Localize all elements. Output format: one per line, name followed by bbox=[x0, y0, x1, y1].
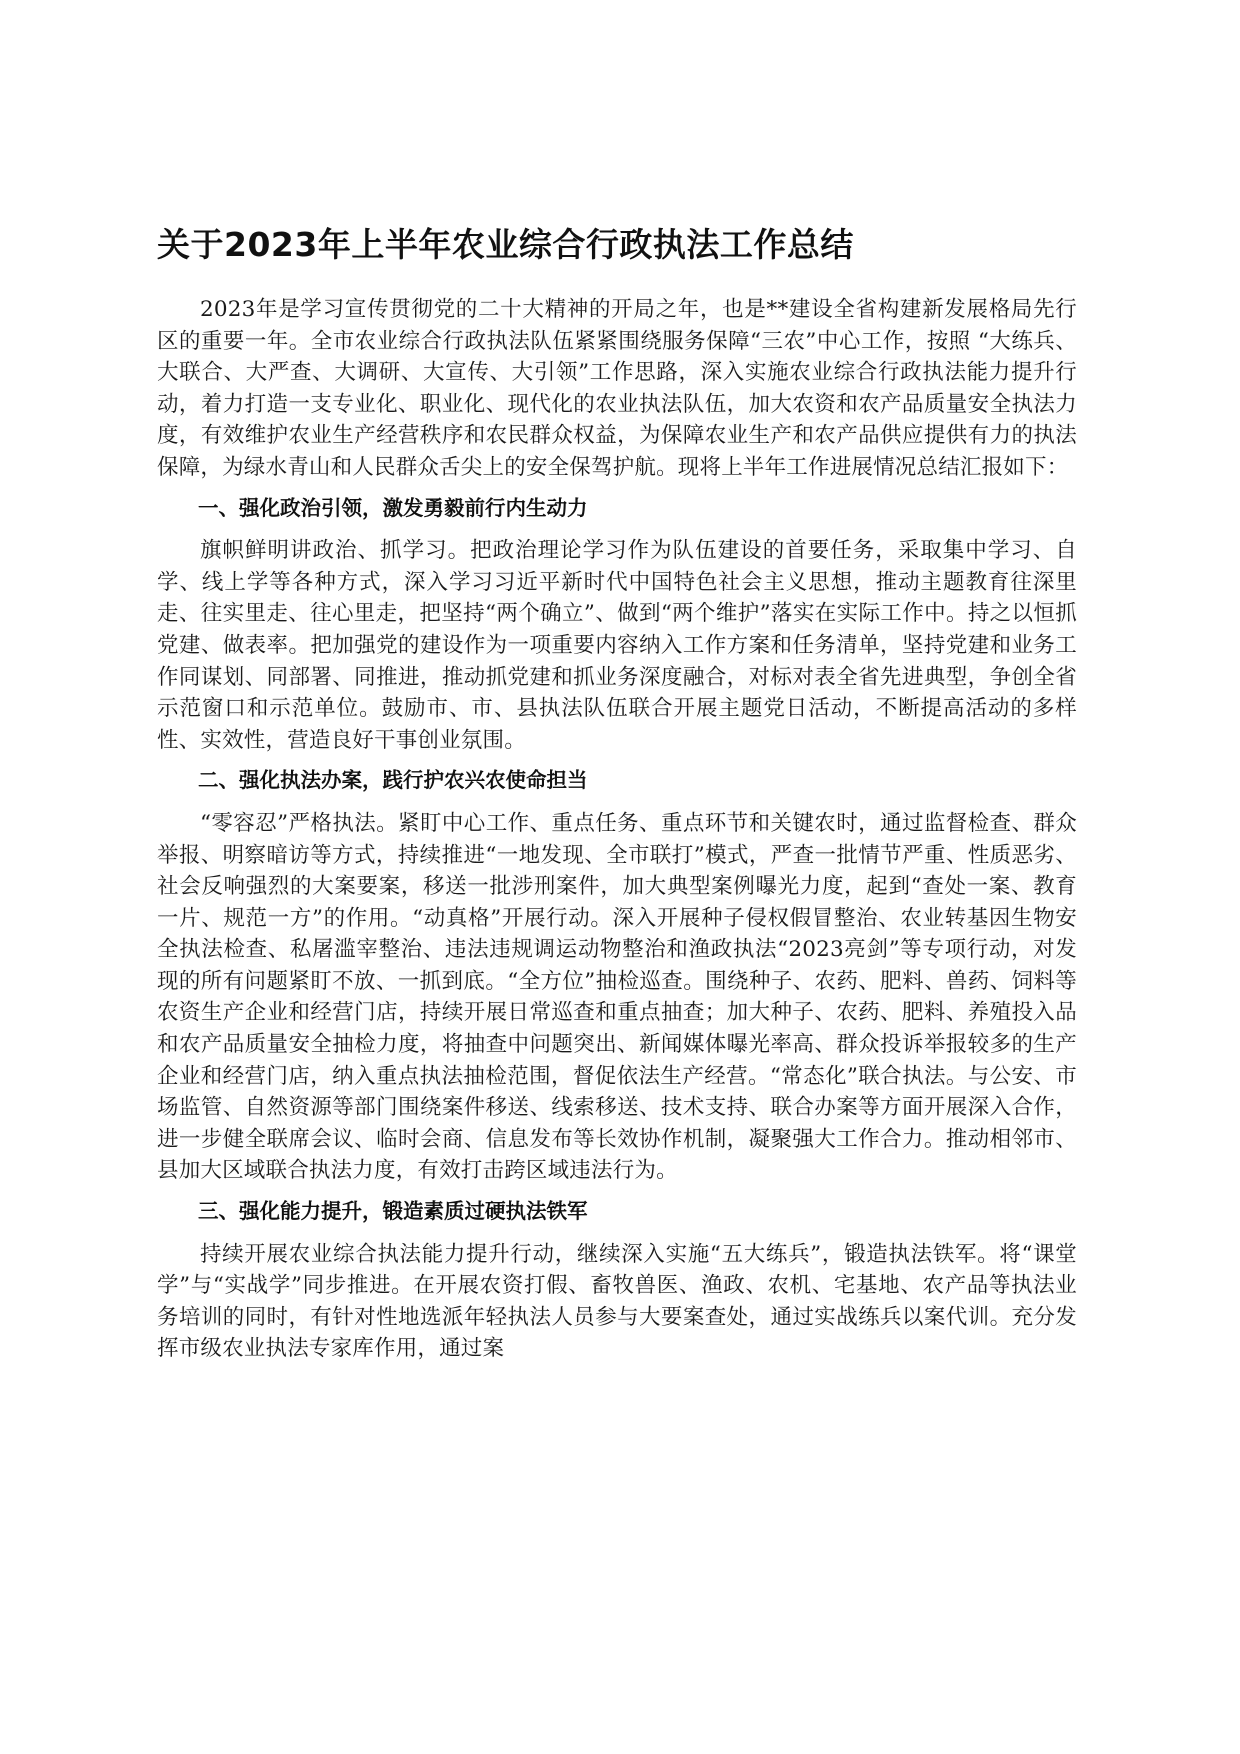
section-body-3: 持续开展农业综合执法能力提升行动，继续深入实施“五大练兵”，锻造执法铁军。将“课堂学”与“实战学”同步推进。在开展农资打假、畜牧兽医、渔政、农机、宅基地、农产品等执法业务培训的同时，有针对性地选派年轻执法人员参与大要案查处，通过实战练兵以案代训。充分发挥市级农业执法专家库作用，通过案 bbox=[157, 1241, 1077, 1362]
intro-paragraph: 2023年是学习宣传贯彻党的二十大精神的开局之年，也是**建设全省构建新发展格局先行区的重要一年。全市农业综合行政执法队伍紧紧围绕服务保障“三农”中心工作，按照 “大练兵、大联合、大严查、大调研、大宣传、大引领”工作思路，深入实施农业综合行政执法能力提升行动，着力打造一支专业化、职业化、现代化的农业执法队伍，加大农资和农产品质量安全执法力度，有效维护农业生产经营秩序和农民群众权益，为保障农业生产和农产品供应提供有力的执法保障，为绿水青山和人民群众舌尖上的安全保驾护航。现将上半年工作进展情况总结汇报如下： bbox=[157, 297, 1077, 480]
section-heading-1: 一、强化政治引领，激发勇毅前行内生动力 bbox=[198, 495, 588, 520]
section-body-2: “零容忍”严格执法。紧盯中心工作、重点任务、重点环节和关键农时，通过监督检查、群众举报、明察暗访等方式，持续推进“一地发现、全市联打”模式，严查一批情节严重、性质恶劣、社会反响强烈的大案要案，移送一批涉刑案件，加大典型案例曝光力度，起到“查处一案、教育一片、规范一方”的作用。“动真格”开展行动。深入开展种子侵权假冒整治、农业转基因生物安全执法检查、私屠滥宰整治、违法违规调运动物整治和渔政执法“2023亮剑”等专项行动，对发现的所有问题紧盯不放、一抓到底。“全方位”抽检巡查。围绕种子、农药、肥料、兽药、饲料等农资生产企业和经营门店，持续开展日常巡查和重点抽查；加大种子、农药、肥料、养殖投入品和农产品质量安全抽检力度，将抽查中问题突出、新闻媒体曝光率高、群众投诉举报较多的生产企业和经营门店，纳入重点执法抽检范围，督促依法生产经营。“常态化”联合执法。与公安、市场监管、自然资源等部门围绕案件移送、线索移送、技术支持、联合办案等方面开展深入合作，进一步健全联席会议、临时会商、信息发布等长效协作机制，凝聚强大工作合力。推动相邻市、县加大区域联合执法力度，有效打击跨区域违法行为。 bbox=[157, 810, 1077, 1184]
section-heading-3: 三、强化能力提升，锻造素质过硬执法铁军 bbox=[198, 1199, 588, 1224]
document-page bbox=[157, 222, 1077, 1365]
document-title: 关于2023年上半年农业综合行政执法工作总结 bbox=[157, 225, 854, 264]
section-heading-2: 二、强化执法办案，践行护农兴农使命担当 bbox=[198, 768, 588, 793]
section-body-1: 旗帜鲜明讲政治、抓学习。把政治理论学习作为队伍建设的首要任务，采取集中学习、自学、线上学等各种方式，深入学习习近平新时代中国特色社会主义思想，推动主题教育往深里走、往实里走、往心里走，把坚持“两个确立”、做到“两个维护”落实在实际工作中。持之以恒抓党建、做表率。把加强党的建设作为一项重要内容纳入工作方案和任务清单，坚持党建和业务工作同谋划、同部署、同推进，推动抓党建和抓业务深度融合，对标对表全省先进典型，争创全省示范窗口和示范单位。鼓励市、市、县执法队伍联合开展主题党日活动，不断提高活动的多样性、实效性，营造良好干事创业氛围。 bbox=[157, 538, 1077, 753]
